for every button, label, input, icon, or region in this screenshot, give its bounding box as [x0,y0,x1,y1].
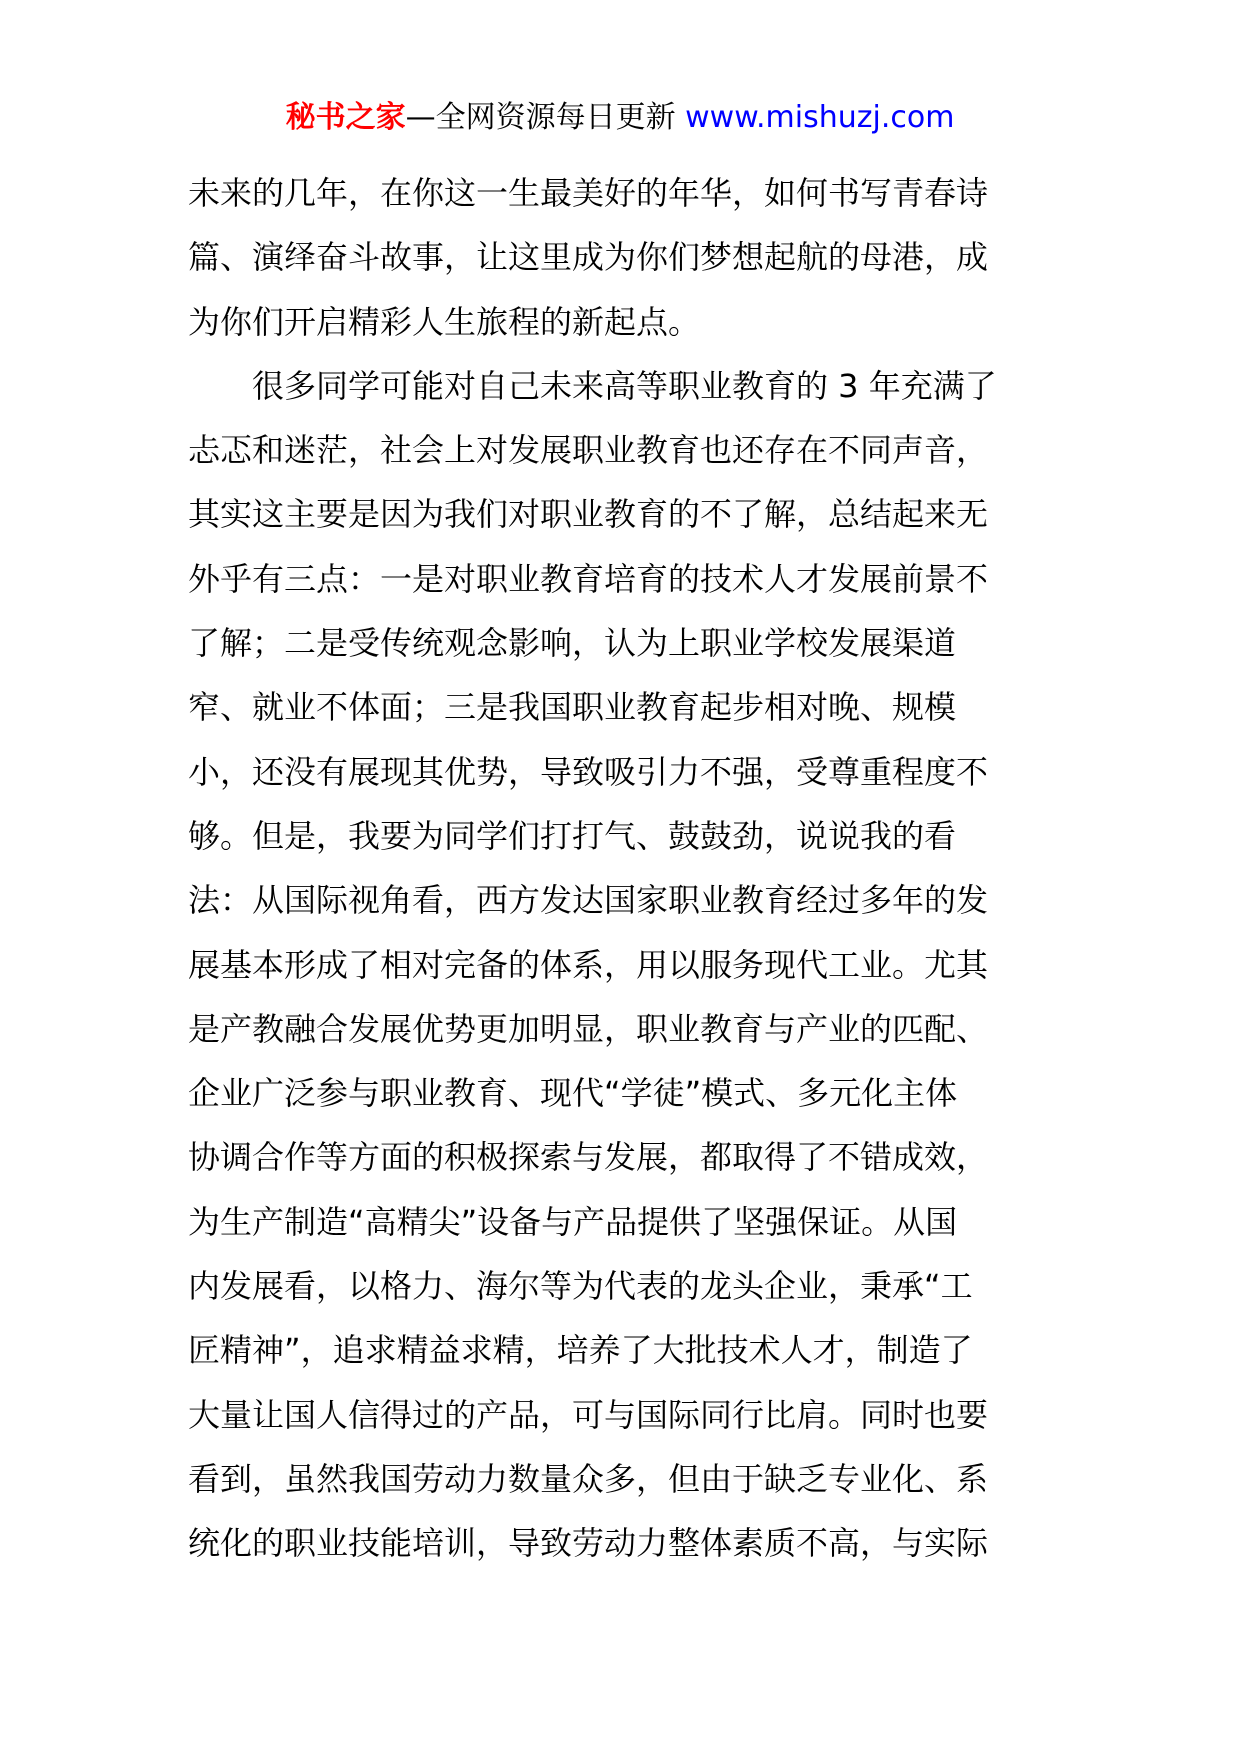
text-line: 看到，虽然我国劳动力数量众多，但由于缺乏专业化、系 [188,1459,989,1498]
text-line: 为你们开启精彩人生旅程的新起点。 [188,302,701,341]
website-url: www.mishuzj.com [685,100,955,135]
text-line: 外乎有三点：一是对职业教育培育的技术人才发展前景不 [188,559,989,598]
text-line: 忐忑和迷茫，社会上对发展职业教育也还存在不同声音， [188,431,989,470]
text-line: 协调合作等方面的积极探索与发展，都取得了不错成效， [188,1138,989,1177]
text-line: 大量让国人信得过的产品，可与国际同行比肩。同时也要 [188,1395,989,1434]
text-line: 统化的职业技能培训，导致劳动力整体素质不高，与实际 [188,1524,989,1563]
text-line: 很多同学可能对自己未来高等职业教育的 3 年充满了 [188,366,997,405]
brand-name: 秘书之家 [285,100,406,135]
text-line: 其实这主要是因为我们对职业教育的不了解，总结起来无 [188,495,989,534]
header-tagline: —全网资源每日更新 [405,100,686,135]
text-line: 小，还没有展现其优势，导致吸引力不强，受尊重程度不 [188,752,989,791]
text-line: 是产教融合发展优势更加明显，职业教育与产业的匹配、 [188,1009,989,1048]
text-line: 未来的几年，在你这一生最美好的年华，如何书写青春诗 [188,174,989,212]
text-line: 为生产制造“高精尖”设备与产品提供了坚强保证。从国 [188,1202,958,1241]
text-line: 展基本形成了相对完备的体系，用以服务现代工业。尤其 [188,945,989,984]
document-body [188,161,1058,1576]
text-line: 篇、演绎奋斗故事，让这里成为你们梦想起航的母港，成 [188,238,989,277]
text-line: 窄、就业不体面；三是我国职业教育起步相对晚、规模 [188,688,957,727]
text-line: 内发展看，以格力、海尔等为代表的龙头企业，秉承“工 [188,1267,973,1306]
text-line: 了解；二是受传统观念影响，认为上职业学校发展渠道 [188,624,957,663]
text-line: 够。但是，我要为同学们打打气、鼓鼓劲，说说我的看 [188,816,957,855]
text-line: 匠精神”，追求精益求精，培养了大批技术人才，制造了 [188,1331,973,1370]
page-header [0,98,1240,138]
text-line: 企业广泛参与职业教育、现代“学徒”模式、多元化主体 [188,1074,958,1113]
text-line: 法：从国际视角看，西方发达国家职业教育经过多年的发 [188,881,989,920]
